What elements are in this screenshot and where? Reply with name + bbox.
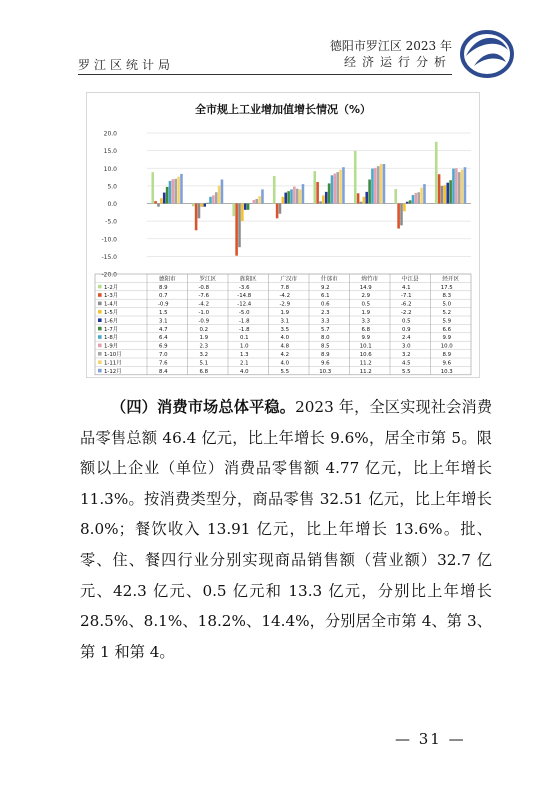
- data-label: 0.5: [401, 318, 411, 325]
- data-label: 4.0: [239, 368, 249, 375]
- data-label: 3.2: [199, 352, 209, 358]
- data-label: 5.5: [280, 368, 290, 375]
- bar: [438, 174, 441, 203]
- bar: [464, 167, 467, 203]
- bar: [261, 189, 264, 203]
- data-label: -5.0: [238, 310, 250, 316]
- data-label: -7.1: [400, 293, 412, 300]
- category-label: 罗江区: [199, 276, 217, 283]
- data-label: 1.9: [199, 335, 209, 342]
- data-label: 7.0: [158, 352, 168, 358]
- bar: [461, 170, 464, 204]
- legend-swatch: [98, 293, 102, 297]
- data-label: -2.2: [400, 310, 412, 316]
- legend-swatch: [98, 344, 102, 348]
- bar: [290, 189, 293, 203]
- bar: [423, 184, 426, 203]
- y-tick-label: 15.0: [103, 148, 117, 156]
- legend-swatch: [98, 352, 102, 356]
- bar: [313, 171, 316, 203]
- bar: [363, 197, 366, 204]
- bar: [319, 201, 322, 203]
- data-label: 4.8: [280, 343, 290, 350]
- bar: [415, 193, 418, 204]
- legend-label: 1-2月: [104, 284, 119, 291]
- bar: [212, 195, 215, 203]
- data-label: 1.3: [239, 352, 249, 358]
- bar: [232, 204, 235, 217]
- data-label: 2.1: [239, 360, 249, 367]
- bar: [163, 193, 166, 204]
- bar: [238, 204, 241, 248]
- data-label: 8.9: [158, 284, 168, 291]
- bar: [342, 167, 345, 203]
- bar: [368, 180, 371, 204]
- bar: [374, 168, 377, 204]
- legend-swatch: [98, 310, 102, 314]
- data-label: 11.2: [359, 360, 372, 367]
- data-label: 6.4: [158, 335, 168, 342]
- page-number: — 31 —: [395, 730, 466, 748]
- data-label: 2.3: [199, 343, 209, 350]
- bar: [287, 191, 290, 203]
- data-label: 9.6: [442, 360, 452, 367]
- data-label: 5.9: [442, 318, 452, 325]
- legend-swatch: [98, 318, 102, 322]
- data-label: 1.9: [280, 310, 290, 316]
- data-label: 8.0: [320, 335, 330, 342]
- bar: [365, 192, 368, 204]
- data-label: 4.1: [401, 284, 411, 291]
- data-label: 9.9: [442, 335, 452, 342]
- bar: [174, 179, 177, 204]
- category-label: 旌阳区: [239, 276, 257, 283]
- industry-growth-chart: [86, 92, 480, 378]
- data-label: 10.3: [440, 368, 453, 375]
- data-label: 10.1: [359, 343, 372, 350]
- data-label: 0.6: [320, 301, 330, 308]
- y-tick-label: 5.0: [107, 183, 117, 191]
- data-label: 9.2: [320, 284, 330, 291]
- data-label: 3.3: [361, 318, 371, 325]
- legend-label: 1-4月: [104, 301, 119, 308]
- data-label: 9.6: [320, 360, 330, 367]
- bar: [180, 174, 183, 204]
- paragraph-lead: （四）消费市场总体平稳。: [111, 398, 296, 416]
- header-report-title: [330, 38, 452, 70]
- bar: [296, 189, 299, 204]
- data-label: -4.2: [198, 301, 210, 308]
- bar: [244, 204, 247, 210]
- data-label: 6.1: [320, 293, 330, 300]
- data-label: 5.1: [199, 360, 209, 367]
- bureau-logo-icon: [456, 26, 516, 82]
- legend-label: 1-6月: [104, 318, 119, 325]
- bar: [441, 186, 444, 204]
- bar: [322, 195, 325, 203]
- data-label: 1.0: [239, 343, 249, 350]
- data-label: 1.5: [158, 310, 168, 316]
- data-label: 10.0: [440, 343, 453, 350]
- data-label: -3.6: [238, 284, 250, 291]
- legend-label: 1-3月: [104, 293, 119, 300]
- data-label: 2.3: [320, 310, 330, 316]
- category-label: 什邡市: [320, 276, 338, 283]
- data-label: -0.9: [198, 318, 210, 325]
- data-label: 3.1: [158, 318, 168, 325]
- bar: [241, 204, 244, 222]
- data-label: 5.7: [320, 326, 330, 333]
- paragraph-body: 2023 年，全区实现社会消费品零售总额 46.4 亿元，比上年增长 9.6%，居全市第 5。限额以上企业（单位）消费品零售额 4.77 亿元，比上年增长 11.3%。按消费类型分，商品零售 32.51 亿元，比上年增长 8.0%；餐饮收入 13.91 亿元，比上年增长 13.6%。批、零、住、餐四行业分别实现商品销售额（营业额）32.7 亿元、42.3 亿元、0.5 亿元和 13.3 亿元，分别比上年增长 28.5%、8.1%、18.2%、14.4%，分别居全市第 4、第 3、第 1 和第 4。: [80, 398, 493, 661]
- bar: [160, 198, 163, 203]
- data-label: 4.2: [280, 352, 290, 358]
- bar: [397, 204, 400, 229]
- header-report-line1: 德阳市罗江区 2023 年: [329, 39, 452, 53]
- bar: [192, 204, 195, 207]
- category-label: 德阳市: [158, 276, 176, 283]
- legend-label: 1-9月: [104, 343, 119, 350]
- data-label: 9.9: [361, 335, 371, 342]
- data-label: -14.8: [237, 293, 252, 300]
- data-label: 17.5: [440, 284, 453, 291]
- bar: [276, 204, 279, 219]
- data-label: 6.6: [442, 326, 452, 333]
- bar: [247, 204, 250, 210]
- data-label: 10.6: [359, 352, 372, 358]
- data-label: 0.5: [361, 301, 371, 308]
- bar: [354, 151, 357, 204]
- bar: [201, 204, 204, 208]
- legend-label: 1-10月: [104, 352, 122, 358]
- category-label: 绵竹市: [361, 276, 379, 283]
- bar: [444, 185, 447, 203]
- bar: [284, 193, 287, 204]
- legend-label: 1-7月: [104, 326, 119, 333]
- bar: [279, 204, 282, 214]
- bar: [302, 184, 305, 203]
- data-label: 8.9: [320, 352, 330, 358]
- legend-swatch: [98, 285, 102, 289]
- y-tick-label: 10.0: [103, 165, 117, 173]
- data-label: 0.1: [239, 335, 249, 342]
- bar: [458, 172, 461, 203]
- legend-label: 1-5月: [104, 310, 119, 316]
- bar: [455, 168, 458, 203]
- bar: [403, 204, 406, 212]
- y-tick-label: -5.0: [105, 218, 117, 226]
- legend-label: 1-12月: [104, 368, 122, 375]
- legend-swatch: [98, 327, 102, 331]
- data-label: 4.0: [280, 335, 290, 342]
- legend-swatch: [98, 335, 102, 339]
- bar: [203, 204, 206, 207]
- y-tick-label: -20.0: [101, 271, 117, 279]
- bar: [336, 172, 339, 203]
- bar: [195, 204, 198, 231]
- data-label: 0.7: [158, 293, 168, 300]
- data-label: -0.8: [198, 284, 210, 291]
- data-label: 0.9: [401, 326, 411, 333]
- bar: [273, 176, 276, 203]
- chart-canvas: [87, 93, 479, 377]
- bar: [166, 187, 169, 204]
- bar: [255, 199, 258, 204]
- bar: [198, 204, 201, 219]
- bar: [293, 187, 296, 204]
- data-label: 5.5: [401, 368, 411, 375]
- bar: [328, 183, 331, 203]
- data-label: 0.2: [199, 326, 209, 333]
- bar: [331, 175, 334, 203]
- bar: [417, 192, 420, 203]
- data-label: 8.9: [442, 352, 452, 358]
- data-label: 6.9: [158, 343, 168, 350]
- data-label: 11.2: [359, 368, 372, 375]
- legend-swatch: [98, 302, 102, 306]
- data-label: 8.5: [320, 343, 330, 350]
- bar: [435, 142, 438, 204]
- data-label: -4.2: [279, 293, 291, 300]
- data-label: 1.9: [361, 310, 371, 316]
- bar: [360, 202, 363, 204]
- paragraph-text: [80, 392, 492, 667]
- y-tick-label: 20.0: [103, 130, 117, 138]
- y-tick-label: 0.0: [107, 201, 117, 208]
- bar: [325, 192, 328, 204]
- header-divider: [78, 74, 452, 75]
- data-label: -1.8: [238, 326, 250, 333]
- bar: [172, 179, 175, 203]
- data-label: 3.3: [320, 318, 330, 325]
- data-label: 6.8: [361, 326, 371, 333]
- bar: [209, 197, 212, 204]
- bar: [357, 193, 360, 203]
- data-label: -12.4: [237, 301, 252, 308]
- bar: [151, 172, 154, 203]
- bar: [452, 169, 455, 204]
- legend-label: 1-8月: [104, 335, 119, 342]
- data-label: 8.4: [158, 368, 168, 375]
- bar: [177, 177, 180, 204]
- bar: [334, 174, 337, 204]
- bar: [282, 197, 285, 204]
- data-label: -2.9: [279, 301, 291, 308]
- legend-swatch: [98, 369, 102, 373]
- data-label: 7.6: [158, 360, 168, 367]
- bar: [446, 183, 449, 204]
- bar: [253, 200, 256, 204]
- bar: [383, 164, 386, 203]
- data-label: 3.2: [401, 352, 411, 358]
- data-label: 2.4: [401, 335, 411, 342]
- category-label: 经开区: [442, 276, 460, 283]
- data-label: 5.2: [442, 310, 452, 316]
- bar: [258, 196, 261, 203]
- legend-label: 1-11月: [104, 360, 122, 367]
- bar: [412, 195, 415, 203]
- bar: [377, 166, 380, 203]
- bar: [235, 204, 238, 256]
- bar: [449, 180, 452, 203]
- y-tick-label: -10.0: [101, 236, 117, 244]
- data-label: 3.1: [280, 318, 290, 325]
- data-label: 8.3: [442, 293, 452, 300]
- data-label: 14.9: [359, 284, 372, 291]
- bar: [154, 201, 157, 203]
- data-label: -7.6: [198, 293, 210, 300]
- data-label: 6.8: [199, 368, 209, 375]
- bar: [409, 200, 412, 203]
- bar: [394, 189, 397, 203]
- data-label: 2.9: [361, 293, 371, 300]
- header-report-line2: 经济运行分析: [343, 55, 452, 69]
- bar: [218, 186, 221, 204]
- bar: [299, 189, 302, 203]
- legend-swatch: [98, 360, 102, 364]
- bar: [400, 204, 403, 226]
- data-label: 3.5: [280, 326, 290, 333]
- consumer-market-paragraph: [80, 392, 492, 667]
- data-label: 3.0: [401, 343, 411, 350]
- data-label: -6.2: [400, 301, 412, 308]
- data-label: 4.0: [280, 360, 290, 367]
- data-label: 4.5: [401, 360, 411, 367]
- chart-title: 全市规上工业增加值增长情况（%）: [194, 103, 372, 116]
- data-label: -1.0: [198, 310, 210, 316]
- data-label: 10.3: [319, 368, 332, 375]
- bar: [206, 203, 209, 204]
- bar: [371, 169, 374, 204]
- data-label: 5.0: [442, 301, 452, 308]
- header-org-name: 罗江区统计局: [78, 58, 175, 72]
- bar: [215, 192, 218, 203]
- bar: [380, 164, 383, 203]
- data-label: -0.9: [157, 301, 169, 308]
- bar: [420, 188, 423, 204]
- category-label: 广汉市: [280, 276, 298, 283]
- bar: [169, 181, 172, 204]
- data-label: 4.7: [158, 326, 168, 333]
- bar: [406, 202, 409, 204]
- y-tick-label: -15.0: [101, 253, 117, 261]
- data-label: 7.8: [280, 284, 290, 291]
- bar: [157, 204, 160, 207]
- bar: [339, 170, 342, 204]
- bar: [221, 180, 224, 204]
- data-label: -1.8: [238, 318, 250, 325]
- bar: [316, 182, 319, 204]
- category-label: 中江县: [401, 276, 419, 283]
